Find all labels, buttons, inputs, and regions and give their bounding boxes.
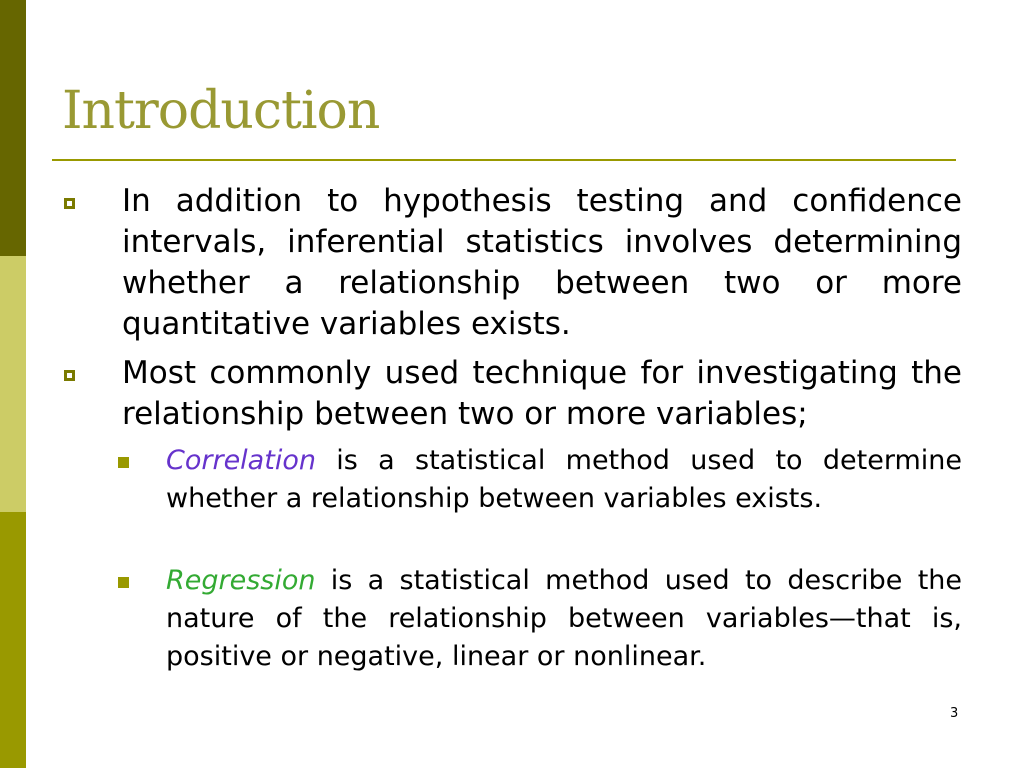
sidebar-segment-middle — [0, 256, 26, 512]
regression-definition: is a statistical method used to describe the nature of the relationship between variables—that is, positive or negative, linear or nonlinear. — [166, 565, 962, 672]
sidebar-color-bar — [0, 0, 26, 768]
sub-bullet-regression — [166, 562, 962, 676]
bullet-hypothesis-intro: In addition to hypothesis testing and confidence intervals, inferential statistics involves determining whether a relationship between two or more quantitative variables exists. — [122, 183, 962, 342]
regression-term: Regression — [166, 565, 316, 596]
correlation-term: Correlation — [166, 445, 316, 476]
sub-bullet-correlation — [166, 442, 962, 518]
bullet-common-technique: Most commonly used technique for investigating the relationship between two or more variables; — [122, 355, 962, 432]
filled-square-bullet-icon — [118, 457, 129, 468]
hollow-square-bullet-icon — [64, 370, 75, 381]
slide-title: Introduction — [62, 81, 380, 141]
sidebar-segment-top — [0, 0, 26, 256]
filled-square-bullet-icon — [118, 577, 129, 588]
hollow-square-bullet-icon — [64, 198, 75, 209]
title-divider — [52, 159, 956, 161]
page-number: 3 — [950, 706, 959, 721]
correlation-definition: is a statistical method used to determine whether a relationship between variables exists. — [166, 445, 962, 514]
sidebar-segment-bottom — [0, 512, 26, 768]
